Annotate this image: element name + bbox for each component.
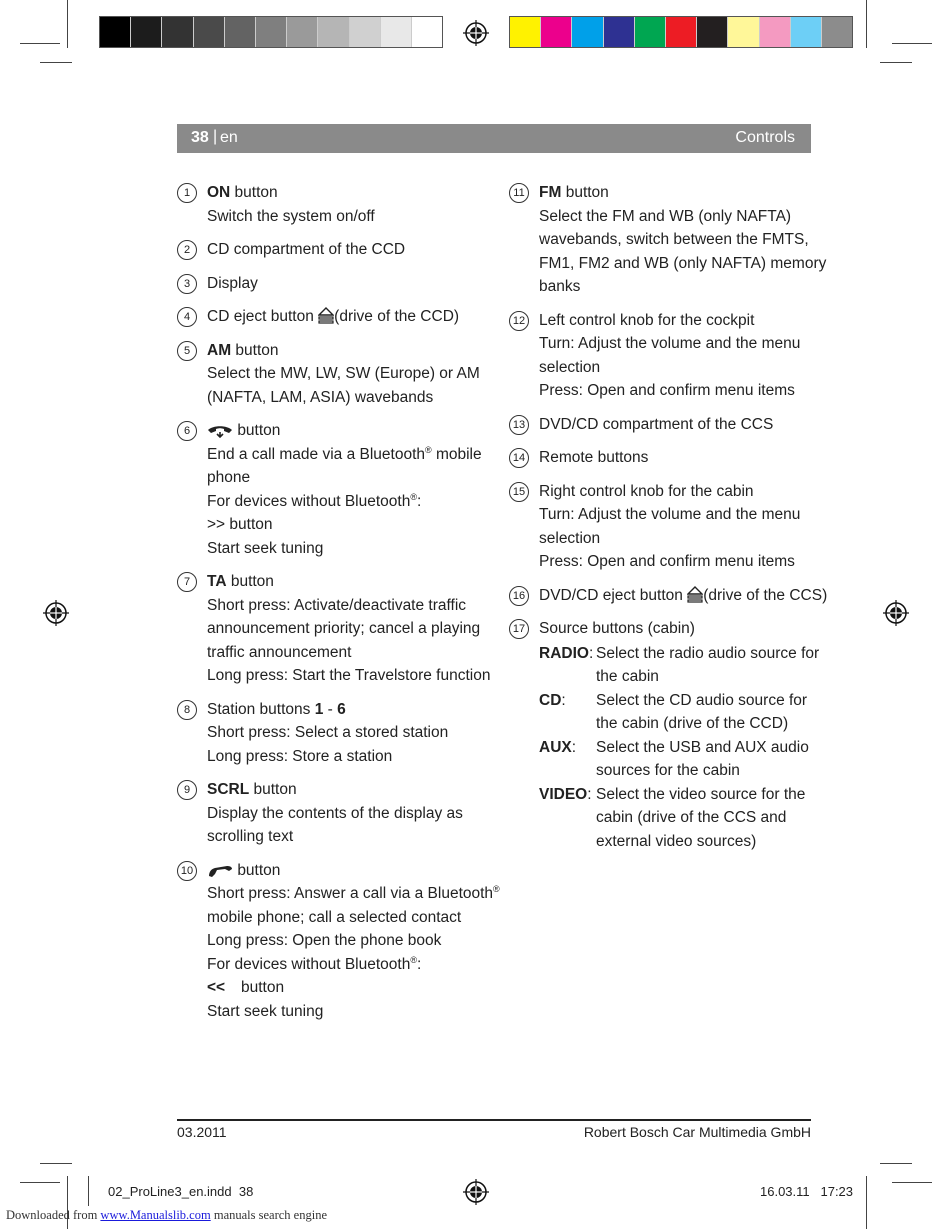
list-item — [177, 181, 497, 228]
item-text: DVD/CD compartment of the CCS — [539, 415, 774, 433]
item-text: button — [241, 979, 285, 996]
button-name: ON — [207, 184, 231, 201]
pick-up-phone-icon — [207, 864, 233, 878]
crop-mark — [892, 43, 932, 44]
registered-mark: ® — [410, 491, 417, 502]
item-number: 16 — [509, 586, 529, 606]
item-text: Switch the system on/off — [207, 207, 375, 225]
download-credit — [6, 1208, 327, 1223]
item-number: 15 — [509, 482, 529, 502]
item-text: Left control knob for the cockpit — [539, 311, 755, 329]
item-text: button — [249, 781, 297, 798]
crop-mark — [40, 62, 72, 63]
item-text: (drive of the CCS) — [703, 586, 828, 604]
registered-mark: ® — [410, 954, 417, 965]
item-text: For devices without Bluetooth — [207, 955, 411, 973]
item-text: button — [230, 184, 278, 201]
item-text: CD compartment of the CCD — [207, 241, 406, 258]
item-text: phone — [207, 469, 251, 486]
manualslib-link[interactable]: www.Manualslib.com — [100, 1208, 211, 1222]
item-text: Long press: Start the Travelstore function — [207, 667, 491, 684]
eject-icon — [687, 586, 703, 603]
item-text: button — [237, 861, 281, 879]
item-text: Display the contents of the display as — [207, 804, 463, 822]
crop-mark — [67, 0, 68, 48]
footer-company: Robert Bosch Car Multimedia GmbH — [583, 1124, 811, 1140]
crop-mark — [20, 1182, 60, 1183]
crop-mark — [40, 1163, 72, 1164]
item-text: Right control knob for the cabin — [539, 482, 754, 500]
item-text: Remote buttons — [539, 449, 649, 466]
registered-mark: ® — [493, 883, 500, 894]
color-swatch — [822, 17, 852, 47]
item-text: End a call made via a Bluetooth — [207, 445, 425, 463]
item-text: (NAFTA, LAM, ASIA) wavebands — [207, 388, 434, 406]
color-swatch — [541, 17, 572, 47]
item-text: Press: Open and confirm menu items — [539, 382, 795, 399]
item-text: selection — [539, 358, 601, 376]
color-swatch — [572, 17, 603, 47]
item-text: traffic announcement — [207, 643, 352, 661]
crop-mark — [880, 62, 912, 63]
slug-filename: 02_ProLine3_en.indd — [108, 1184, 232, 1199]
color-swatch — [760, 17, 791, 47]
download-prefix: Downloaded from — [6, 1208, 98, 1222]
gray-swatch — [381, 17, 412, 47]
item-number: 4 — [177, 307, 197, 327]
gray-swatch — [412, 17, 442, 47]
crop-mark — [20, 43, 60, 44]
button-name: FM — [539, 184, 562, 201]
item-text: Display — [207, 274, 258, 292]
source-desc: Select the video source for the — [596, 785, 806, 803]
slug-page: 38 — [238, 1184, 254, 1199]
button-name: 6 — [337, 700, 346, 718]
gray-swatch — [318, 17, 349, 47]
item-number: 7 — [177, 572, 197, 592]
color-swatch — [791, 17, 822, 47]
colon: : — [561, 691, 566, 709]
slug-time: 17:23 — [820, 1184, 854, 1199]
hang-up-phone-icon — [207, 424, 233, 438]
page-header — [177, 124, 811, 153]
list-item — [509, 181, 827, 299]
slug-date: 16.03.11 — [760, 1184, 810, 1199]
source-buttons-list — [509, 642, 820, 854]
item-text: button — [231, 341, 279, 359]
source-row-radio — [539, 642, 820, 689]
item-text: : — [416, 955, 422, 973]
list-item — [177, 778, 497, 849]
item-text: Turn: Adjust the volume and the menu — [539, 335, 801, 352]
item-text: announcement priority; cancel a playing — [207, 620, 481, 637]
item-number: 14 — [509, 448, 529, 468]
list-item — [509, 617, 814, 641]
item-text: - — [323, 700, 338, 718]
list-item — [509, 446, 814, 470]
list-item — [177, 419, 497, 560]
item-text: banks — [539, 278, 581, 295]
item-text: For devices without Bluetooth — [207, 492, 411, 510]
item-text: Press: Open and confirm menu items — [539, 553, 795, 570]
item-text: button — [226, 573, 274, 590]
button-name: << — [207, 979, 226, 996]
colon: : — [587, 785, 592, 803]
list-item — [509, 413, 814, 437]
crop-mark — [866, 0, 867, 48]
registration-mark-icon — [463, 20, 489, 46]
item-number: 5 — [177, 341, 197, 361]
item-number: 8 — [177, 700, 197, 720]
left-column — [177, 181, 500, 1033]
item-text: Short press: Select a stored station — [207, 724, 449, 741]
color-swatch — [604, 17, 635, 47]
registered-mark: ® — [425, 444, 432, 455]
item-number: 9 — [177, 780, 197, 800]
list-item — [177, 238, 497, 262]
item-text: Long press: Open the phone book — [207, 932, 442, 949]
item-text: selection — [539, 529, 601, 547]
registration-mark-icon — [883, 600, 909, 626]
item-text: FM1, FM2 and WB (only NAFTA) memory — [539, 254, 827, 272]
gray-swatch — [350, 17, 381, 47]
item-text: Long press: Store a station — [207, 747, 393, 765]
item-text: Turn: Adjust the volume and the menu — [539, 506, 801, 523]
item-text: button — [237, 422, 281, 439]
item-text: mobile — [431, 445, 482, 463]
source-key: CD — [539, 691, 562, 709]
item-text: Short press: Answer a call via a Bluetooth — [207, 885, 494, 902]
gray-swatch — [225, 17, 256, 47]
item-number: 1 — [177, 183, 197, 203]
colon: : — [588, 644, 594, 662]
list-item — [177, 859, 500, 1024]
item-text: wavebands, switch between the FMTS, — [539, 231, 809, 248]
source-desc: Select the USB and AUX audio — [596, 738, 809, 756]
item-text: mobile phone; call a selected contact — [207, 908, 462, 926]
gray-swatch — [194, 17, 225, 47]
footer-rule — [177, 1119, 811, 1121]
crop-mark — [880, 1163, 912, 1164]
list-item — [509, 584, 828, 608]
gray-swatch — [256, 17, 287, 47]
registration-mark-icon — [463, 1179, 489, 1205]
source-desc: the cabin — [596, 668, 659, 685]
header-separator: | — [213, 128, 218, 145]
item-text: Start seek tuning — [207, 1002, 324, 1020]
source-key: AUX — [539, 738, 572, 756]
item-text: CD eject button — [207, 308, 314, 325]
source-row-cd — [539, 689, 814, 736]
language-code: en — [220, 129, 238, 146]
item-number: 17 — [509, 619, 529, 639]
source-desc: sources for the cabin — [596, 762, 740, 779]
right-column — [509, 181, 828, 853]
color-control-bar — [509, 16, 853, 48]
color-swatch — [635, 17, 666, 47]
slug-timestamp — [760, 1184, 853, 1199]
item-number: 12 — [509, 311, 529, 331]
source-desc: Select the CD audio source for — [596, 691, 808, 709]
eject-icon — [318, 307, 334, 324]
item-number: 13 — [509, 415, 529, 435]
source-desc: cabin (drive of the CCS and — [596, 809, 787, 826]
source-desc: external video sources) — [596, 832, 757, 850]
item-text: DVD/CD eject button — [539, 586, 683, 604]
item-text: Select the MW, LW, SW (Europe) or AM — [207, 365, 480, 382]
download-suffix: manuals search engine — [213, 1208, 327, 1222]
item-number: 6 — [177, 421, 197, 441]
item-text: scrolling text — [207, 828, 294, 845]
source-row-video — [539, 783, 814, 854]
grayscale-control-bar — [99, 16, 443, 48]
source-desc: Select the radio audio source for — [596, 644, 820, 662]
source-key: VIDEO — [539, 785, 588, 803]
list-item — [509, 480, 814, 574]
item-text: Short press: Activate/deactivate traffic — [207, 596, 467, 614]
item-text: Source buttons (cabin) — [539, 620, 695, 637]
item-text: Station buttons — [207, 700, 315, 718]
crop-mark — [88, 1176, 89, 1206]
item-text: button — [561, 184, 609, 201]
crop-mark — [866, 1176, 867, 1229]
button-name: AM — [207, 341, 232, 359]
colon: : — [571, 738, 577, 756]
gray-swatch — [100, 17, 131, 47]
list-item — [177, 272, 497, 296]
registration-mark-icon — [43, 600, 69, 626]
source-desc: the cabin (drive of the CCD) — [596, 715, 789, 732]
gray-swatch — [131, 17, 162, 47]
button-name: 1 — [314, 700, 324, 718]
gray-swatch — [162, 17, 193, 47]
slug-file — [108, 1184, 253, 1199]
color-swatch — [697, 17, 728, 47]
color-swatch — [510, 17, 541, 47]
list-item — [177, 305, 497, 329]
button-name: TA — [207, 573, 227, 590]
color-swatch — [728, 17, 759, 47]
item-number: 10 — [177, 861, 197, 881]
crop-mark — [892, 1182, 932, 1183]
list-item — [509, 309, 814, 403]
page-number: 38 — [191, 129, 209, 146]
list-item — [177, 698, 497, 769]
item-text: : — [416, 492, 422, 510]
list-item — [177, 339, 497, 410]
item-text: >> button — [207, 516, 273, 533]
item-text: Select the FM and WB (only NAFTA) — [539, 207, 792, 225]
button-name: SCRL — [207, 781, 250, 798]
item-text: Start seek tuning — [207, 539, 324, 557]
source-key: RADIO — [539, 644, 589, 662]
color-swatch — [666, 17, 697, 47]
item-number: 3 — [177, 274, 197, 294]
item-text: (drive of the CCD) — [334, 308, 460, 325]
item-number: 2 — [177, 240, 197, 260]
list-item — [177, 570, 497, 688]
section-title: Controls — [735, 129, 795, 146]
footer-date: 03.2011 — [177, 1124, 227, 1140]
gray-swatch — [287, 17, 318, 47]
source-row-aux — [539, 736, 814, 783]
item-number: 11 — [509, 183, 529, 203]
